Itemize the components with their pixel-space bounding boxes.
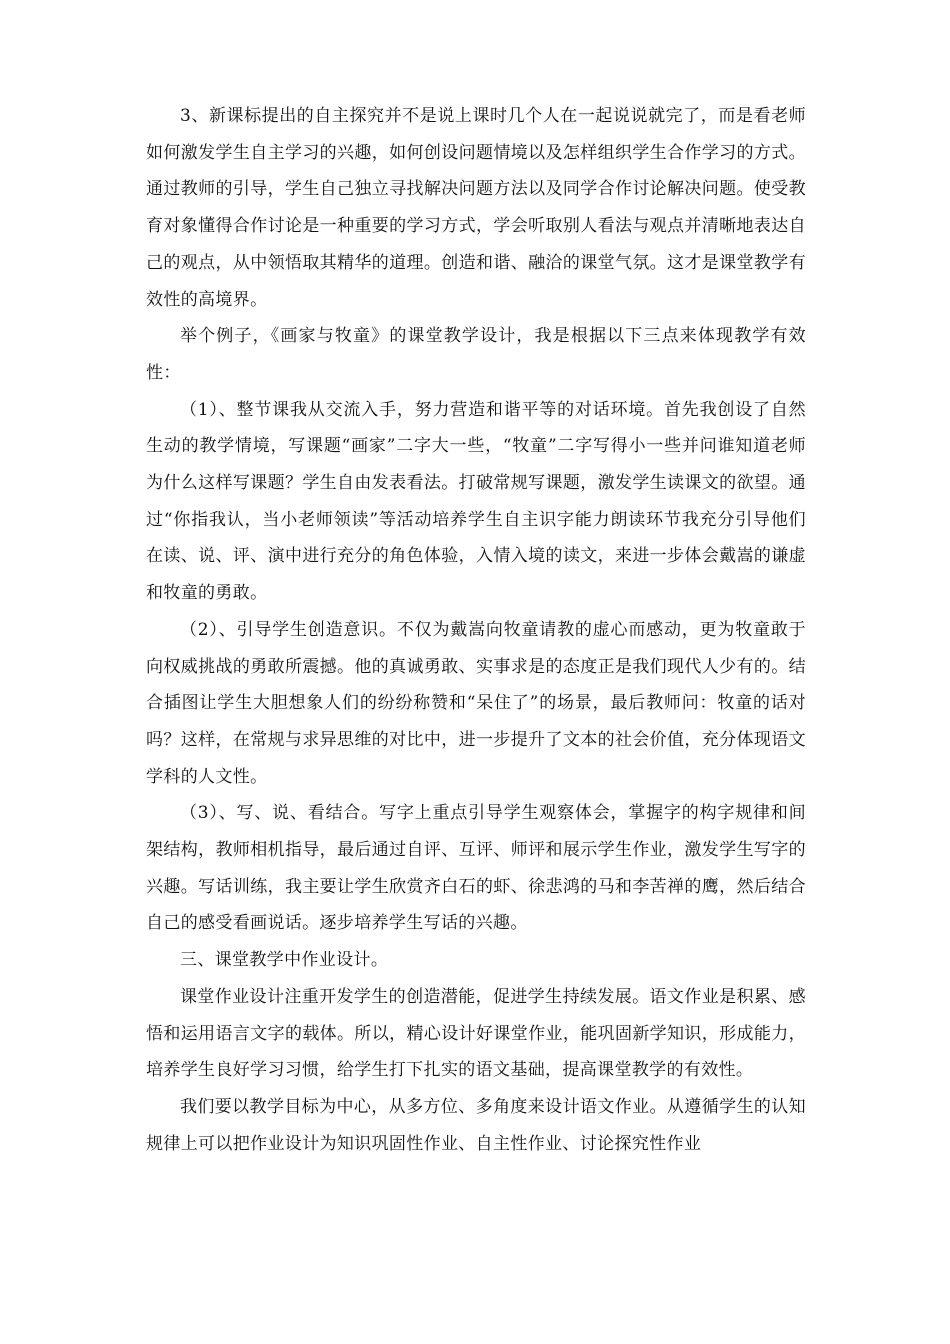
section-heading-3: 三、课堂教学中作业设计。 [180,950,389,971]
paragraph-example-intro: 举个例子，《画家与牧童》的课堂教学设计，我是根据以下三点来体现教学有效性： [146,326,806,383]
paragraph-item-2: （2）、引导学生创造意识。不仅为戴嵩向牧童请教的虚心而感动，更为牧童敢于向权威挑战的勇敢所震撼。他的真诚勇敢、实事求是的态度正是我们现代人少有的。结合插图让学生大胆想象人们的纷纷称赞和“呆住了”的场景，最后教师问：牧童的话对吗？这样，在常规与求异思维的对比中，进一步提升了文本的社会价值，充分体现语文学科的人文性。 [146,619,806,787]
paragraph-homework-goals: 我们要以教学目标为中心，从多方位、多角度来设计语文作业。从遵循学生的认知规律上可以把作业设计为知识巩固性作业、自主性作业、讨论探究性作业 [146,1096,806,1154]
document-page [146,98,806,1162]
paragraph-item-1: （1）、整节课我从交流入手，努力营造和谐平等的对话环境。首先我创设了自然生动的教学情境，写课题“画家”二字大一些，“牧童”二字写得小一些并问谁知道老师为什么这样写课题？学生自由发表看法。打破常规写课题，激发学生读课文的欲望。通过“你指我认，当小老师领读”等活动培养学生自主识字能力朗读环节我充分引导他们在读、说、评、演中进行充分的角色体验，入情入境的读文，来进一步体会戴嵩的谦虚和牧童的勇敢。 [146,399,806,604]
paragraph-item-3: （3）、写、说、看结合。写字上重点引导学生观察体会，掌握字的构字规律和间架结构，教师相机指导，最后通过自评、互评、师评和展示学生作业，激发学生写字的兴趣。写话训练，我主要让学生欣赏齐白石的虾、徐悲鸿的马和李苦禅的鹰，然后结合自己的感受看画说话。逐步培养学生写话的兴趣。 [146,803,806,934]
paragraph-point-3: 3、新课标提出的自主探究并不是说上课时几个人在一起说说就完了，而是看老师如何激发学生自主学习的兴趣，如何创设问题情境以及怎样组织学生合作学习的方式。通过教师的引导，学生自己独立寻找解决问题方法以及同学合作讨论解决问题。使受教育对象懂得合作讨论是一种重要的学习方式，学会听取别人看法与观点并清晰地表达自己的观点，从中领悟取其精华的道理。创造和谐、融洽的课堂气氛。这才是课堂教学有效性的高境界。 [146,106,806,310]
paragraph-homework-design: 课堂作业设计注重开发学生的创造潜能，促进学生持续发展。语文作业是积累、感悟和运用语言文字的载体。所以，精心设计好课堂作业，能巩固新学知识，形成能力，培养学生良好学习习惯，给学生打下扎实的语文基础，提高课堂教学的有效性。 [146,986,806,1081]
